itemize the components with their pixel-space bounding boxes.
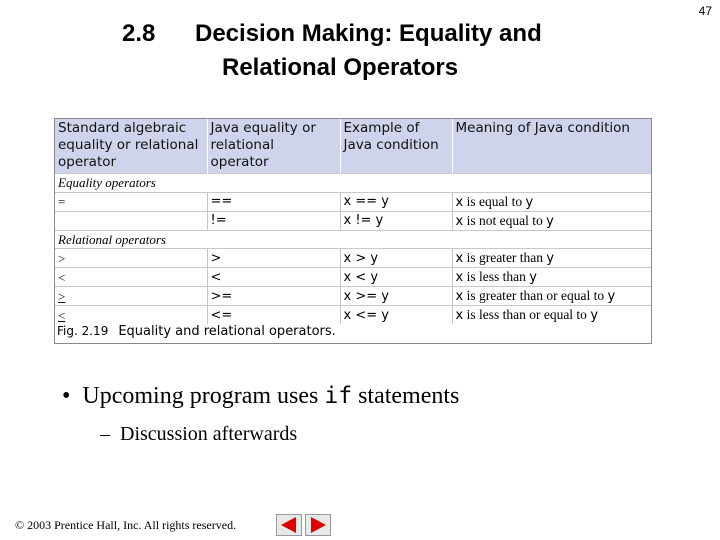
cell-meaning: x is greater than or equal to y [452, 287, 651, 306]
cell-algebraic [55, 211, 207, 230]
cell-example: x <= y [340, 306, 452, 325]
figure-caption [57, 324, 336, 339]
section-row [55, 230, 651, 249]
section-label: Equality operators [55, 174, 651, 193]
operators-figure [54, 118, 652, 344]
cell-example: x > y [340, 249, 452, 268]
section-number: 2.8 [122, 20, 156, 47]
caption-label: Fig. 2.19 [57, 324, 109, 338]
cell-algebraic: < [55, 268, 207, 287]
section-row [55, 174, 651, 193]
table-row [55, 211, 651, 230]
sub-bullet: – Discussion afterwards [100, 423, 298, 445]
table-header-row [55, 119, 651, 174]
table-row [55, 268, 651, 287]
cell-java: == [207, 192, 340, 211]
cell-example: x != y [340, 211, 452, 230]
header-meaning: Meaning of Java condition [452, 119, 651, 174]
cell-meaning: x is less than y [452, 268, 651, 287]
table-row [55, 306, 651, 325]
cell-meaning: x is greater than y [452, 249, 651, 268]
cell-java: != [207, 211, 340, 230]
code-keyword: if [324, 383, 353, 409]
right-arrow-icon [306, 515, 330, 535]
previous-slide-button[interactable] [276, 514, 302, 536]
cell-meaning: x is less than or equal to y [452, 306, 651, 325]
section-label: Relational operators [55, 230, 651, 249]
header-example: Example of Java condition [340, 119, 452, 174]
operators-table [55, 119, 651, 324]
header-algebraic: Standard algebraic equality or relational operator [55, 119, 207, 174]
cell-meaning: x is not equal to y [452, 211, 651, 230]
cell-java: < [207, 268, 340, 287]
next-slide-button[interactable] [305, 514, 331, 536]
bullet-point: • Upcoming program uses if statements [62, 383, 460, 409]
cell-java: >= [207, 287, 340, 306]
page-number: 47 [698, 4, 712, 18]
cell-algebraic: < [55, 306, 207, 325]
title-line-1: Decision Making: Equality and [195, 20, 542, 47]
table-row [55, 192, 651, 211]
cell-example: x < y [340, 268, 452, 287]
caption-text: Equality and relational operators. [118, 324, 336, 339]
table-row [55, 249, 651, 268]
cell-java: > [207, 249, 340, 268]
copyright-footer: © 2003 Prentice Hall, Inc. All rights reserved. [15, 518, 237, 532]
cell-meaning: x is equal to y [452, 192, 651, 211]
table-row [55, 287, 651, 306]
cell-algebraic: = [55, 192, 207, 211]
cell-example: x == y [340, 192, 452, 211]
title-line-2: Relational Operators [222, 54, 459, 81]
cell-algebraic: > [55, 249, 207, 268]
left-arrow-icon [277, 515, 301, 535]
header-java-operator: Java equality or relational operator [207, 119, 340, 174]
cell-example: x >= y [340, 287, 452, 306]
cell-algebraic: > [55, 287, 207, 306]
cell-java: <= [207, 306, 340, 325]
